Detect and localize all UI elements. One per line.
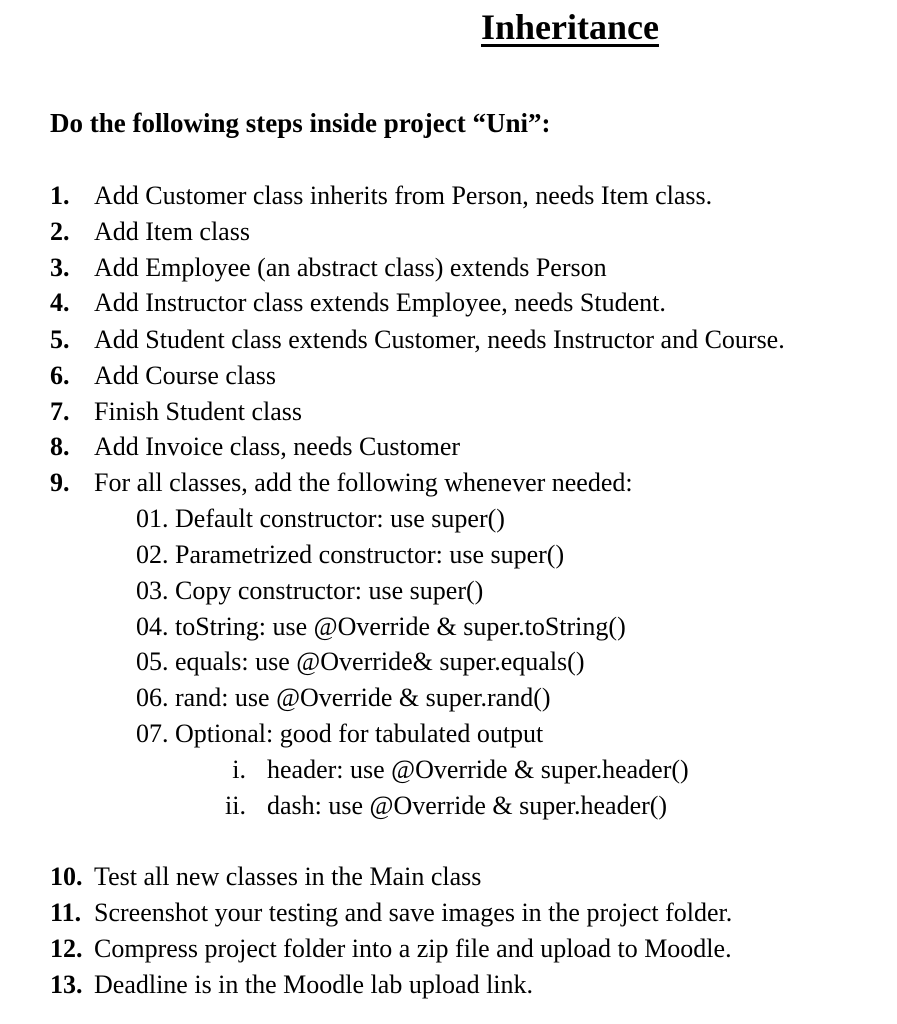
step-number: 3.	[50, 253, 70, 282]
step-number: 8.	[50, 432, 70, 461]
step-text: Add Customer class inherits from Person, needs Item class.	[94, 181, 713, 210]
step-number: 6.	[50, 361, 70, 390]
step-number: 11.	[50, 898, 82, 927]
step-number: 4.	[50, 288, 70, 317]
step-text: Finish Student class	[94, 397, 303, 426]
step-text: Screenshot your testing and save images in the project folder.	[94, 898, 733, 927]
substep-text: 07. Optional: good for tabulated output	[136, 719, 544, 748]
step-text: Add Invoice class, needs Customer	[94, 432, 461, 461]
step-text: Test all new classes in the Main class	[94, 862, 482, 891]
step-text: Add Employee (an abstract class) extends Person	[94, 253, 607, 282]
roman-text: dash: use @Override & super.header()	[267, 791, 668, 820]
substep-text: 05. equals: use @Override& super.equals()	[136, 647, 585, 676]
step-number: 9.	[50, 468, 70, 497]
step-text: Add Item class	[94, 217, 250, 246]
step-text: Add Instructor class extends Employee, needs Student.	[94, 288, 666, 317]
substep-text: 04. toString: use @Override & super.toString()	[136, 612, 626, 641]
step-text: Compress project folder into a zip file and upload to Moodle.	[94, 934, 732, 963]
step-text: Add Course class	[94, 361, 276, 390]
substep-text: 02. Parametrized constructor: use super()	[136, 540, 565, 569]
roman-number: i.	[232, 755, 246, 784]
roman-number: ii.	[225, 791, 246, 820]
substep-text: 03. Copy constructor: use super()	[136, 576, 484, 605]
step-number: 7.	[50, 397, 70, 426]
roman-text: header: use @Override & super.header()	[267, 755, 689, 784]
substep-text: 06. rand: use @Override & super.rand()	[136, 683, 551, 712]
step-number: 2.	[50, 217, 70, 246]
step-text: Add Student class extends Customer, needs Instructor and Course.	[94, 325, 785, 354]
page-title: Inheritance	[481, 7, 659, 47]
step-number: 13.	[50, 970, 83, 999]
step-number: 1.	[50, 181, 70, 210]
step-number: 10.	[50, 862, 83, 891]
intro-heading: Do the following steps inside project “Uni”:	[50, 108, 551, 138]
step-number: 12.	[50, 934, 83, 963]
substep-text: 01. Default constructor: use super()	[136, 504, 505, 533]
step-number: 5.	[50, 325, 70, 354]
step-text: Deadline is in the Moodle lab upload link.	[94, 970, 534, 999]
step-text: For all classes, add the following whenever needed:	[94, 468, 633, 497]
